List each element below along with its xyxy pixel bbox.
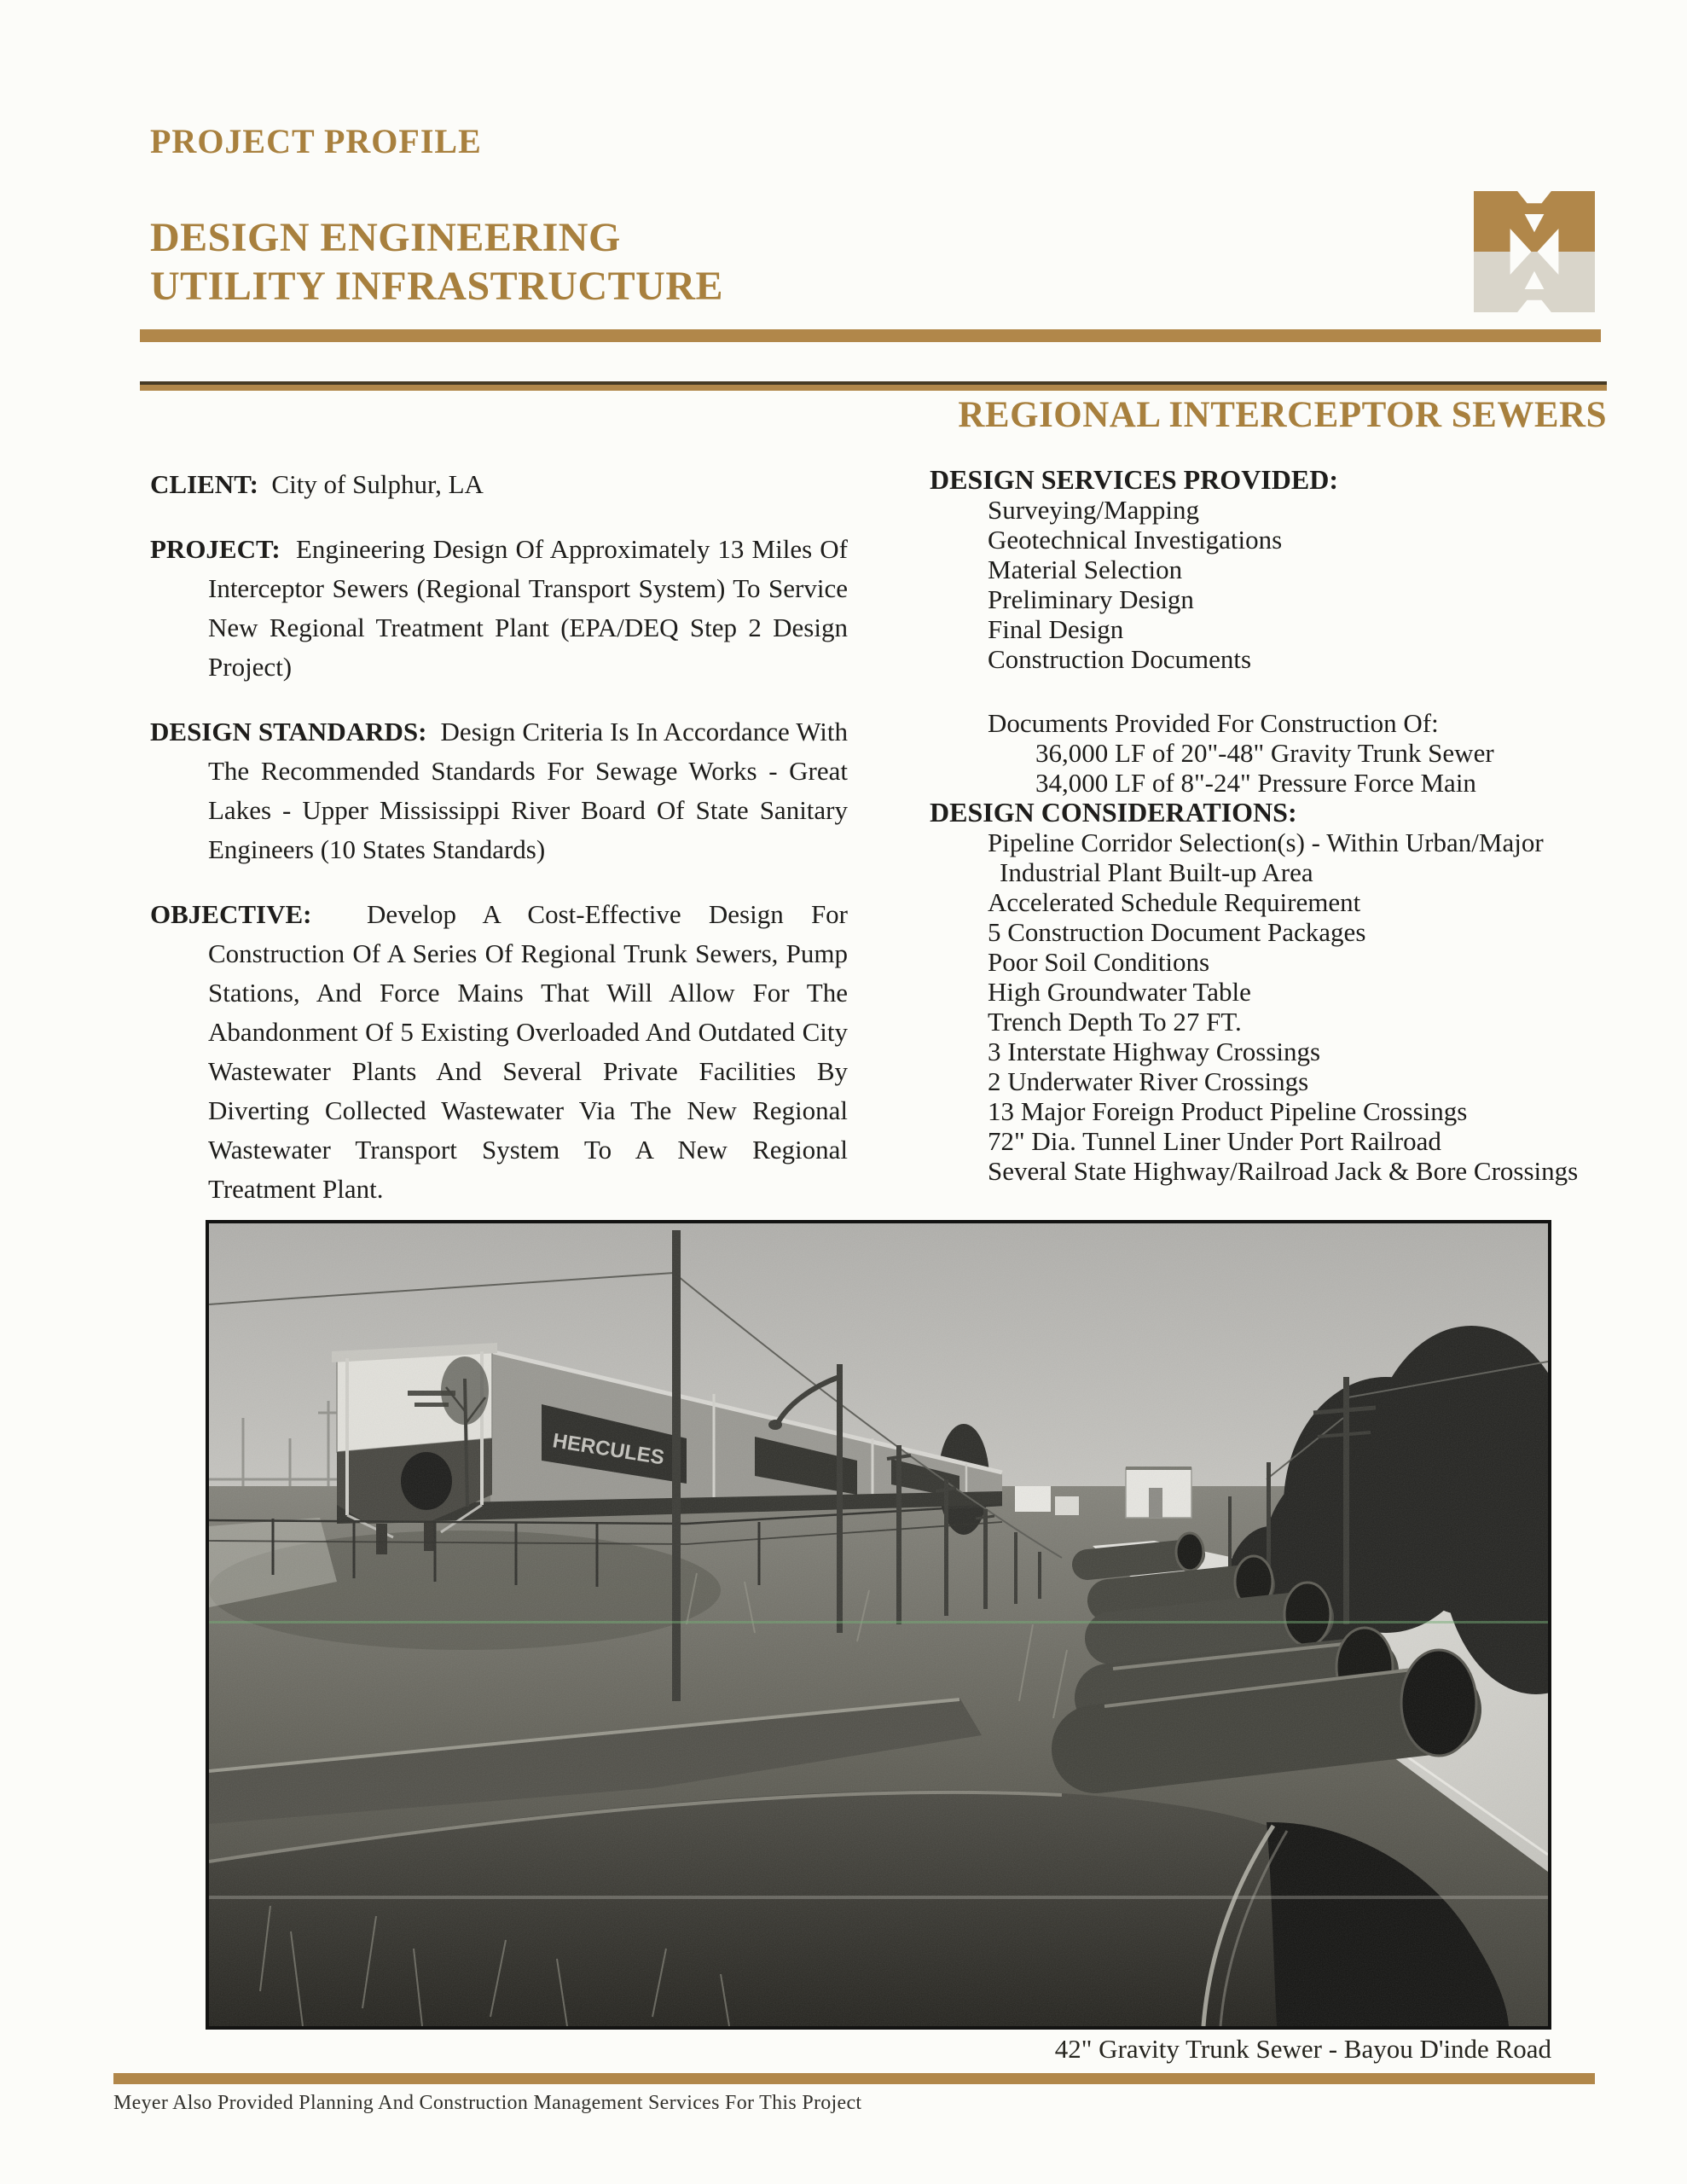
- list-item: 13 Major Foreign Product Pipeline Crossings: [988, 1096, 1468, 1126]
- services-heading: DESIGN SERVICES PROVIDED:: [930, 464, 1338, 495]
- section-rule: [140, 381, 1607, 391]
- right-column: [930, 465, 1615, 1186]
- list-item: 3 Interstate Highway Crossings: [988, 1037, 1321, 1066]
- objective-section: [150, 895, 848, 1209]
- list-item: 5 Construction Document Packages: [988, 917, 1366, 947]
- photo-grain: [209, 1223, 1548, 2026]
- list-item: Poor Soil Conditions: [988, 947, 1210, 977]
- list-item: Geotechnical Investigations: [988, 525, 1283, 555]
- meyer-logo-icon: [1474, 191, 1595, 312]
- list-item: High Groundwater Table: [988, 977, 1251, 1007]
- site-photo: [206, 1220, 1551, 2030]
- project-section: [150, 530, 848, 687]
- section-heading: REGIONAL INTERCEPTOR SEWERS: [958, 395, 1607, 435]
- list-item: 36,000 LF of 20"-48" Gravity Trunk Sewer: [1035, 738, 1494, 768]
- documents-heading: Documents Provided For Construction Of:: [988, 708, 1439, 738]
- footer-rule: [113, 2073, 1595, 2084]
- list-item: Accelerated Schedule Requirement: [988, 887, 1361, 917]
- services-list: [930, 495, 1615, 674]
- list-item: Construction Documents: [988, 644, 1252, 674]
- client-section: [150, 465, 848, 504]
- design-standards-value: Design Criteria Is In Accordance With The Recommended Standards For Sewage Works - Great Lakes - Upper Mississippi River Board Of State Sanitary Engineers (10 States Standards): [208, 717, 849, 864]
- list-item: Several State Highway/Railroad Jack & Bore Crossings: [988, 1156, 1579, 1186]
- site-photo-art: [209, 1223, 1548, 2026]
- list-item: Industrial Plant Built-up Area: [1000, 857, 1313, 887]
- page-title: [150, 213, 723, 311]
- page-eyebrow: PROJECT PROFILE: [150, 122, 482, 160]
- project-value: Engineering Design Of Approximately 13 Miles Of Interceptor Sewers (Regional Transport System) To Service New Regional Treatment Plant (EPA/DEQ Step 2 Design Project): [208, 534, 848, 682]
- list-item: 2 Underwater River Crossings: [988, 1066, 1309, 1096]
- photo-caption: 42" Gravity Trunk Sewer - Bayou D'inde Road: [1054, 2034, 1551, 2064]
- list-item: Pipeline Corridor Selection(s) - Within Urban/Major: [988, 828, 1544, 857]
- header-rule: [140, 329, 1601, 342]
- client-value: City of Sulphur, LA: [271, 469, 484, 499]
- list-item: 72" Dia. Tunnel Liner Under Port Railroad: [988, 1126, 1441, 1156]
- left-column: [150, 465, 848, 1234]
- considerations-list: [930, 828, 1615, 1186]
- footer-note: Meyer Also Provided Planning And Construction Management Services For This Project: [113, 2092, 862, 2114]
- design-standards-label: DESIGN STANDARDS:: [150, 717, 427, 746]
- documents-list: [930, 738, 1615, 798]
- meyer-logo: [1474, 191, 1595, 312]
- list-item: Preliminary Design: [988, 584, 1194, 614]
- list-item: Trench Depth To 27 FT.: [988, 1007, 1242, 1037]
- page-title-line1: DESIGN ENGINEERING: [150, 215, 621, 260]
- design-standards-section: [150, 712, 848, 869]
- objective-label: OBJECTIVE:: [150, 899, 312, 929]
- project-label: PROJECT:: [150, 534, 281, 564]
- page-title-line2: UTILITY INFRASTRUCTURE: [150, 264, 724, 309]
- list-item: Surveying/Mapping: [988, 495, 1199, 525]
- train-logo-text: HERCULES: [551, 1429, 666, 1470]
- client-label: CLIENT:: [150, 469, 258, 499]
- objective-value: Develop A Cost-Effective Design For Construction Of A Series Of Regional Trunk Sewers, Pump Stations, And Force Mains That Will Allow For The Abandonment Of 5 Existing Overloaded And Outdated City Wastewater Plants And Several Private Facilities By Diverting Collected Wastewater Via The New Regional Wastewater Transport System To A New Regional Treatment Plant.: [208, 899, 849, 1204]
- list-item: Material Selection: [988, 555, 1183, 584]
- list-item: Final Design: [988, 614, 1124, 644]
- considerations-heading: DESIGN CONSIDERATIONS:: [930, 797, 1297, 828]
- list-item: 34,000 LF of 8"-24" Pressure Force Main: [1035, 768, 1476, 798]
